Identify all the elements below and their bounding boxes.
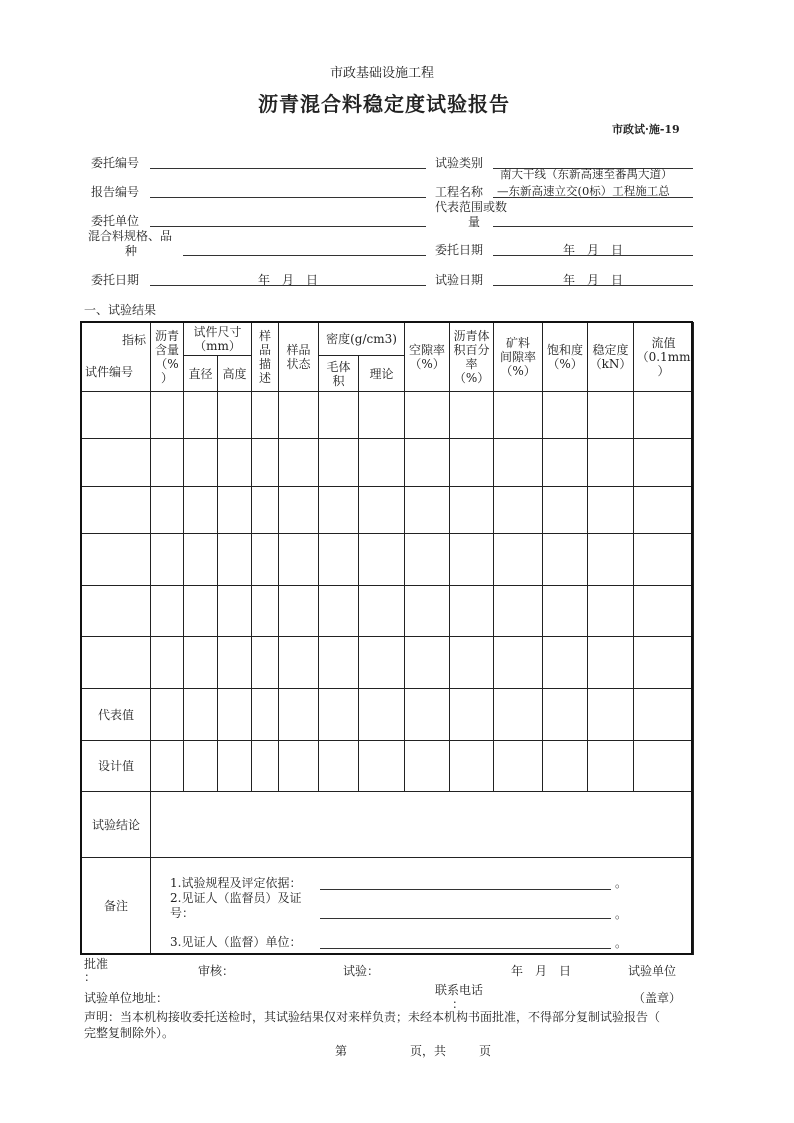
phone-label: 联系电话 — [435, 983, 484, 997]
table-cell[interactable] — [543, 741, 588, 792]
flow-label-1: 流值 — [651, 336, 676, 350]
table-cell[interactable] — [151, 392, 184, 439]
page-label-1: 第 — [335, 1044, 348, 1058]
phone-label-2: ： — [452, 997, 465, 1011]
entrust-unit-label: 委托单位 — [91, 214, 140, 228]
page-title: 沥青混合料稳定度试验报告 — [258, 92, 510, 116]
table-cell[interactable] — [634, 534, 694, 586]
table-cell[interactable] — [319, 439, 359, 487]
specimen-no-cell[interactable] — [82, 637, 151, 689]
report-no-field[interactable] — [150, 197, 426, 198]
table-cell[interactable] — [359, 689, 405, 741]
table-row — [82, 439, 694, 487]
table-cell[interactable] — [405, 741, 450, 792]
table-cell[interactable] — [543, 637, 588, 689]
table-cell[interactable] — [279, 637, 319, 689]
header-vfa — [450, 323, 494, 392]
table-cell[interactable] — [494, 534, 543, 586]
table-cell[interactable] — [543, 534, 588, 586]
header-diameter: 直径 — [184, 356, 218, 392]
table-cell[interactable] — [252, 741, 279, 792]
entrust-date-value-left: 年 月 日 — [258, 273, 319, 287]
table-cell[interactable] — [252, 487, 279, 534]
table-cell[interactable] — [543, 439, 588, 487]
specimen-no-cell[interactable] — [82, 586, 151, 637]
vfa-label-2: 积百分 — [453, 343, 490, 357]
project-name-label: 工程名称 — [435, 185, 484, 199]
desc-label-3: 描 — [259, 357, 272, 371]
entrust-no-label: 委托编号 — [91, 156, 140, 170]
table-cell[interactable] — [450, 534, 494, 586]
desc-label-2: 品 — [259, 343, 272, 357]
table-cell[interactable] — [279, 487, 319, 534]
row-remarks — [82, 858, 694, 955]
entrust-date-value-right: 年 月 日 — [563, 243, 624, 257]
test-category-label: 试验类别 — [435, 156, 484, 170]
table-cell[interactable] — [494, 392, 543, 439]
specimen-no-label: 试件编号 — [85, 365, 134, 379]
specimen-no-cell[interactable] — [82, 392, 151, 439]
table-row — [82, 487, 694, 534]
entrust-date-field-left[interactable] — [150, 285, 426, 286]
remark-period-3: 。 — [615, 936, 628, 950]
remark-standard-field[interactable] — [320, 889, 611, 890]
table-cell[interactable] — [494, 741, 543, 792]
statement-line-1: 声明：当本机构接收委托送检时，其试验结果仅对来样负责；未经本机构书面批准，不得部分复制试验报告（ — [84, 1010, 661, 1024]
table-cell[interactable] — [151, 487, 184, 534]
table-cell[interactable] — [151, 586, 184, 637]
remark-witness-field[interactable] — [320, 918, 611, 919]
table-row — [82, 586, 694, 637]
header-flow — [634, 323, 694, 392]
table-cell[interactable] — [279, 439, 319, 487]
approve-label-2: ： — [84, 970, 97, 984]
table-cell[interactable] — [252, 637, 279, 689]
table-cell[interactable] — [405, 392, 450, 439]
table-cell[interactable] — [634, 392, 694, 439]
specimen-no-cell[interactable] — [82, 534, 151, 586]
table-cell[interactable] — [218, 586, 252, 637]
desc-label-1: 样 — [259, 329, 272, 343]
table-cell[interactable] — [543, 689, 588, 741]
table-row — [82, 534, 694, 586]
vfa-label-4: （%） — [453, 371, 490, 385]
table-cell[interactable] — [450, 586, 494, 637]
statement-line-2: 完整复制除外）。 — [84, 1026, 175, 1040]
table-cell[interactable] — [405, 487, 450, 534]
header-sample-state — [279, 323, 319, 392]
table-cell[interactable] — [450, 689, 494, 741]
table-cell[interactable] — [279, 392, 319, 439]
sat-label-1: 饱和度 — [547, 343, 584, 357]
table-row — [82, 392, 694, 439]
row-representative — [82, 689, 694, 741]
table-cell[interactable] — [218, 487, 252, 534]
flow-label-3: ） — [657, 364, 670, 378]
stab-label-2: （kN） — [589, 357, 632, 371]
table-cell[interactable] — [184, 487, 218, 534]
table-cell[interactable] — [359, 392, 405, 439]
table-cell[interactable] — [634, 637, 694, 689]
table-cell[interactable] — [588, 392, 634, 439]
table-cell[interactable] — [450, 487, 494, 534]
scope-label-2: 量 — [468, 215, 481, 229]
section-title: 一、试验结果 — [84, 303, 157, 317]
table-cell[interactable] — [543, 586, 588, 637]
scope-label: 代表范围或数 — [435, 200, 508, 214]
table-cell[interactable] — [588, 637, 634, 689]
table-cell[interactable] — [359, 487, 405, 534]
table-cell[interactable] — [218, 392, 252, 439]
table-cell[interactable] — [450, 392, 494, 439]
indicator-label: 指标 — [121, 333, 146, 347]
table-cell[interactable] — [634, 586, 694, 637]
table-cell[interactable] — [359, 439, 405, 487]
table-cell[interactable] — [184, 637, 218, 689]
table-cell[interactable] — [405, 689, 450, 741]
table-cell[interactable] — [151, 637, 184, 689]
table-cell[interactable] — [151, 439, 184, 487]
table-cell[interactable] — [279, 534, 319, 586]
table-cell[interactable] — [543, 487, 588, 534]
project-name-line2: —东新高速立交(0标）工程施工总 — [497, 184, 670, 198]
table-cell[interactable] — [319, 637, 359, 689]
project-name-line1: 南大干线（东新高速至番禺大道） — [500, 167, 673, 181]
table-cell[interactable] — [218, 741, 252, 792]
table-cell[interactable] — [405, 637, 450, 689]
table-cell[interactable] — [252, 439, 279, 487]
remark-witness-unit-label: 3.见证人（监督）单位： — [170, 935, 302, 949]
table-cell[interactable] — [634, 689, 694, 741]
table-cell[interactable] — [184, 741, 218, 792]
table-cell[interactable] — [494, 637, 543, 689]
table-cell[interactable] — [494, 487, 543, 534]
test-date-value: 年 月 日 — [563, 273, 624, 287]
vma-label-2: 间隙率 — [500, 350, 537, 364]
size-label-2: （mm） — [194, 339, 241, 353]
header-sample-desc — [252, 323, 279, 392]
table-cell[interactable] — [151, 689, 184, 741]
flow-label-2: （0.1mm — [636, 350, 691, 364]
table-row — [82, 637, 694, 689]
remark-witness-label: 2.见证人（监督员）及证 — [170, 891, 302, 905]
size-label-1: 试件尺寸 — [193, 325, 242, 339]
vma-label-3: （%） — [500, 364, 536, 378]
table-cell[interactable] — [588, 689, 634, 741]
remark-period-2: 。 — [615, 907, 628, 921]
row-label-conclusion: 试验结论 — [82, 792, 151, 858]
asphalt-label-1: 沥青 — [154, 329, 179, 343]
table-cell[interactable] — [252, 534, 279, 586]
entrust-date-label-left: 委托日期 — [91, 273, 140, 287]
remark-witness-unit-field[interactable] — [320, 948, 611, 949]
table-cell[interactable] — [319, 392, 359, 439]
form-code: 市政试·施-19 — [612, 123, 680, 136]
test-date-label: 试验日期 — [435, 273, 484, 287]
asphalt-label-3: （% — [155, 357, 179, 371]
header-height: 高度 — [218, 356, 252, 392]
header-indicator-specimen — [82, 323, 151, 392]
header-bulk — [319, 356, 359, 392]
results-table — [81, 322, 694, 955]
footer-date: 年 月 日 — [511, 964, 572, 978]
table-cell[interactable] — [279, 689, 319, 741]
row-conclusion — [82, 792, 694, 858]
table-cell[interactable] — [405, 586, 450, 637]
scope-field[interactable] — [493, 226, 693, 227]
vfa-label-3: 率 — [465, 357, 478, 371]
table-cell[interactable] — [319, 741, 359, 792]
asphalt-label-4: ） — [160, 371, 173, 385]
address-label: 试验单位地址： — [84, 991, 169, 1005]
tester-label: 试验： — [343, 964, 380, 978]
table-cell[interactable] — [588, 487, 634, 534]
remark-standard-label: 1.试验规程及评定依据： — [170, 876, 302, 890]
table-cell[interactable] — [634, 741, 694, 792]
sat-label-2: （%） — [547, 357, 583, 371]
asphalt-label-2: 含量 — [154, 343, 179, 357]
header-asphalt-content — [151, 323, 184, 392]
table-cell[interactable] — [252, 392, 279, 439]
table-cell[interactable] — [494, 689, 543, 741]
table-cell[interactable] — [450, 741, 494, 792]
header-density: 密度(g/cm3) — [319, 323, 405, 356]
mix-spec-label: 混合料规格、品 — [88, 229, 173, 243]
table-cell[interactable] — [405, 439, 450, 487]
header-saturation — [543, 323, 588, 392]
entrust-no-field[interactable] — [150, 168, 426, 169]
specimen-no-cell[interactable] — [82, 439, 151, 487]
review-label: 审核： — [198, 964, 235, 978]
table-cell[interactable] — [279, 586, 319, 637]
table-cell[interactable] — [405, 534, 450, 586]
void-label-1: 空隙率 — [409, 343, 446, 357]
table-cell[interactable] — [252, 586, 279, 637]
table-cell[interactable] — [450, 439, 494, 487]
table-cell[interactable] — [319, 689, 359, 741]
row-design — [82, 741, 694, 792]
table-cell[interactable] — [279, 741, 319, 792]
table-cell[interactable] — [494, 586, 543, 637]
table-cell[interactable] — [252, 689, 279, 741]
conclusion-cell[interactable] — [151, 792, 694, 858]
mix-spec-field[interactable] — [183, 255, 426, 256]
specimen-no-cell[interactable] — [82, 487, 151, 534]
table-cell[interactable] — [450, 637, 494, 689]
bulk-label-2: 积 — [332, 373, 345, 388]
report-no-label: 报告编号 — [91, 185, 140, 199]
header-theory: 理论 — [359, 356, 405, 392]
table-cell[interactable] — [359, 741, 405, 792]
mix-spec-label-2: 种 — [125, 244, 138, 258]
table-cell[interactable] — [359, 637, 405, 689]
entrust-unit-field[interactable] — [150, 226, 426, 227]
header-vma — [494, 323, 543, 392]
bulk-label-1: 毛体 — [326, 359, 351, 374]
remark-period-1: 。 — [615, 876, 628, 890]
page-label-3: 页 — [479, 1044, 492, 1058]
vfa-label-1: 沥青体 — [453, 329, 490, 343]
state-label-1: 样品 — [286, 343, 311, 357]
table-cell[interactable] — [319, 586, 359, 637]
table-cell[interactable] — [218, 689, 252, 741]
header-specimen-size — [184, 323, 252, 356]
remarks-cell — [151, 858, 694, 955]
table-cell[interactable] — [543, 392, 588, 439]
table-cell[interactable] — [588, 586, 634, 637]
subtitle: 市政基础设施工程 — [330, 66, 435, 81]
row-label-representative: 代表值 — [82, 689, 151, 741]
entrust-date-label-right: 委托日期 — [435, 243, 484, 257]
approve-label: 批准 — [84, 957, 109, 971]
desc-label-4: 述 — [259, 371, 272, 385]
page-label-2: 页，共 — [410, 1044, 447, 1058]
table-cell[interactable] — [184, 534, 218, 586]
row-label-design: 设计值 — [82, 741, 151, 792]
table-cell[interactable] — [359, 534, 405, 586]
table-cell[interactable] — [184, 439, 218, 487]
table-cell[interactable] — [218, 637, 252, 689]
table-cell[interactable] — [494, 439, 543, 487]
table-cell[interactable] — [359, 586, 405, 637]
table-cell[interactable] — [588, 741, 634, 792]
table-cell[interactable] — [218, 534, 252, 586]
test-unit-label: 试验单位 — [628, 964, 677, 978]
table-cell[interactable] — [319, 534, 359, 586]
table-cell[interactable] — [218, 439, 252, 487]
table-cell[interactable] — [184, 586, 218, 637]
table-cell[interactable] — [634, 487, 694, 534]
state-label-2: 状态 — [286, 357, 311, 371]
table-cell[interactable] — [184, 689, 218, 741]
table-cell[interactable] — [588, 439, 634, 487]
void-label-2: （%） — [409, 357, 445, 371]
row-label-remarks: 备注 — [82, 858, 151, 955]
table-cell[interactable] — [588, 534, 634, 586]
table-cell[interactable] — [634, 439, 694, 487]
header-void-ratio — [405, 323, 450, 392]
stab-label-1: 稳定度 — [592, 343, 629, 357]
table-cell[interactable] — [151, 741, 184, 792]
table-cell[interactable] — [319, 487, 359, 534]
table-cell[interactable] — [151, 534, 184, 586]
remark-witness-label-2: 号： — [170, 906, 195, 920]
seal-label: （盖章） — [633, 991, 682, 1005]
header-stability — [588, 323, 634, 392]
entrust-date-field-right[interactable] — [493, 255, 693, 256]
project-name-field[interactable] — [493, 197, 693, 198]
table-cell[interactable] — [184, 392, 218, 439]
vma-label-1: 矿料 — [506, 336, 531, 350]
test-date-field[interactable] — [493, 285, 693, 286]
